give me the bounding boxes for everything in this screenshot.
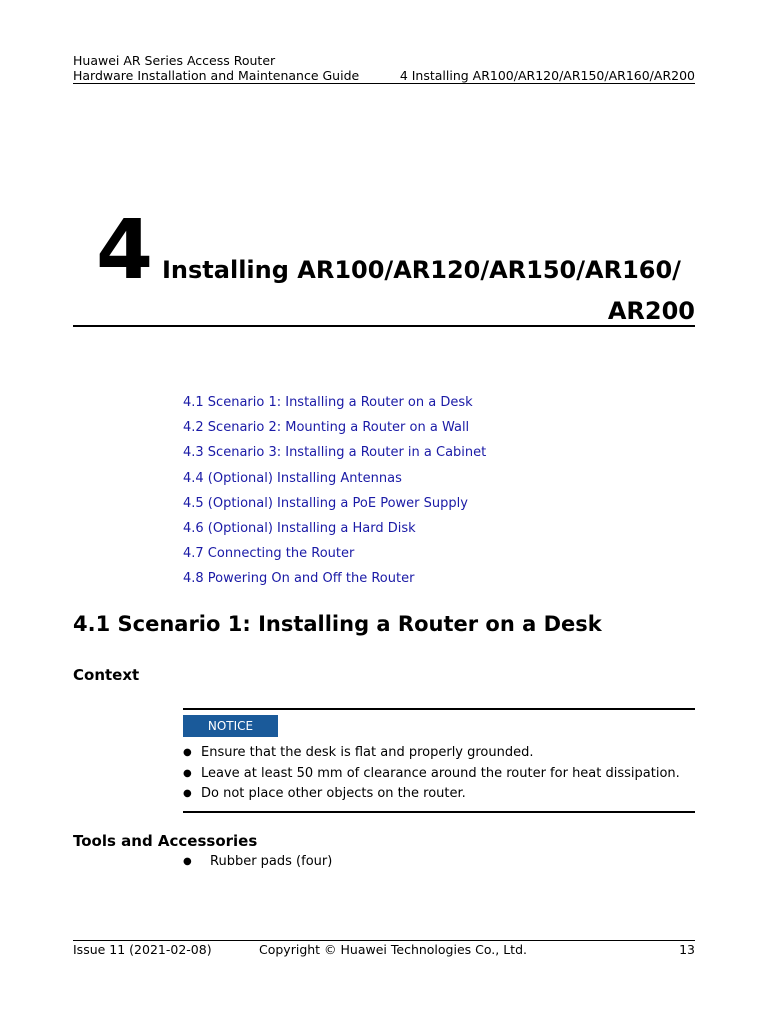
toc-item[interactable] xyxy=(183,495,486,520)
header-row xyxy=(73,68,695,83)
footer-issue: Issue 11 (2021-02-08) xyxy=(73,942,212,957)
list-item xyxy=(183,744,680,765)
notice-top-rule xyxy=(183,708,695,710)
header-product: Huawei AR Series Access Router xyxy=(73,53,276,68)
page-header xyxy=(73,53,695,83)
notice-bottom-rule xyxy=(183,811,695,813)
header-chapter-ref: 4 Installing AR100/AR120/AR150/AR160/AR200 xyxy=(399,68,695,83)
bullet-icon: ● xyxy=(183,788,192,799)
bullet-icon: ● xyxy=(183,856,192,867)
toc-item[interactable] xyxy=(183,394,486,419)
section-title: 4.1 Scenario 1: Installing a Router on a Desk xyxy=(73,612,602,636)
bullet-icon: ● xyxy=(183,767,192,779)
toc-link[interactable]: 4.8 Powering On and Off the Router xyxy=(183,571,415,587)
toc-link[interactable]: 4.6 (Optional) Installing a Hard Disk xyxy=(183,520,416,536)
toc-item[interactable] xyxy=(183,520,486,545)
toc-link[interactable]: 4.3 Scenario 3: Installing a Router in a Cabinet xyxy=(183,445,487,461)
toc-item[interactable] xyxy=(183,419,486,444)
notice-text: Do not place other objects on the router. xyxy=(201,786,466,801)
list-item xyxy=(183,785,680,806)
chapter-divider xyxy=(73,325,695,327)
notice-list xyxy=(183,744,680,806)
tools-text: Rubber pads (four) xyxy=(210,854,333,869)
toc-link[interactable]: 4.2 Scenario 2: Mounting a Router on a Wall xyxy=(183,420,470,436)
bullet-icon: ● xyxy=(183,747,192,758)
toc-link[interactable]: 4.4 (Optional) Installing Antennas xyxy=(183,470,402,486)
list-item xyxy=(183,765,680,786)
tools-heading: Tools and Accessories xyxy=(73,832,258,850)
notice-text: Leave at least 50 mm of clearance around the router for heat dissipation. xyxy=(201,765,680,781)
footer-copyright: Copyright © Huawei Technologies Co., Ltd. xyxy=(259,942,527,957)
footer-divider xyxy=(73,940,695,941)
chapter-title-line2: AR200 xyxy=(607,297,695,325)
toc-item[interactable] xyxy=(183,470,486,495)
context-heading: Context xyxy=(73,666,140,684)
toc-link[interactable]: 4.1 Scenario 1: Installing a Router on a Desk xyxy=(183,395,473,410)
toc-item[interactable] xyxy=(183,444,486,469)
chapter-toc xyxy=(183,394,486,596)
toc-item[interactable] xyxy=(183,545,486,570)
header-divider xyxy=(73,83,695,84)
toc-item[interactable] xyxy=(183,570,486,595)
list-item xyxy=(183,853,332,870)
header-guide: Hardware Installation and Maintenance Guide xyxy=(73,68,360,83)
notice-label: NOTICE xyxy=(183,715,278,737)
notice-text: Ensure that the desk is flat and properly grounded. xyxy=(201,745,534,760)
page-number: 13 xyxy=(679,942,695,957)
toc-link[interactable]: 4.5 (Optional) Installing a PoE Power Supply xyxy=(183,495,468,511)
tools-list xyxy=(183,853,332,870)
toc-link[interactable]: 4.7 Connecting the Router xyxy=(183,546,355,562)
chapter-title-line1: Installing AR100/AR120/AR150/AR160/ xyxy=(162,256,681,284)
chapter-number: 4 xyxy=(96,203,154,298)
